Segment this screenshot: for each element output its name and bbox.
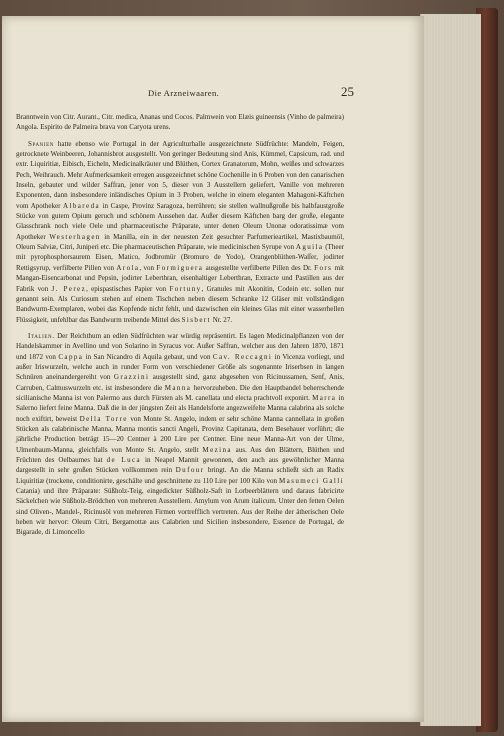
text-run: Nr. 27. (210, 315, 233, 324)
running-head (28, 84, 354, 100)
running-head-title: Die Arzneiwaaren. (148, 88, 220, 98)
section-heading: Spanien (28, 139, 54, 148)
text-run: Catania) und ihre Präparate: Süßholz-Teig, eingedickter Süßholz-Saft in Lorbeerblättern und daraus fabricirte Säckelchen wie Süßholz-Brödchen von mehreren Ausstellern. Amylum von Arum italicum. Unter den fetten Oelen sind Oliven-, Mandel-, Ricinusöl von mehreren Firmen vortrefflich vertreten. Aus der Reihe der ätherischen Oele heben wir hervor: Oleum Citri, Bergamottæ aus Calabrien und Sicilien insbesondere, Essence de Portugal, de Bigarade, di Limoncello (16, 487, 344, 537)
text-run: in San Nicandro di Aquila gebaut, und von (83, 352, 213, 361)
text-run: aus. Aus den Blättern, Blüthen und Früchten des Oelbaumes hat (16, 445, 344, 464)
emphasized-name: Cappa (58, 352, 84, 361)
emphasized-name: Manna (164, 383, 192, 392)
text-run: in Caspe, Provinz Saragoza, herrühren; sie stellen wallnußgroße bis halbfaustgroße Stücke von gutem Opium geruch und schönem Aussehen dar. Außer diesem Käftchen barg der große, elegante Glasschrank noch viele Oele und pharmaceutische Präparate, unter denen Oleum Unonæ odoratissimæ vom Apotheker (16, 201, 344, 241)
text-run: in Neapel Mannit gewonnen, den auch aus gewöhnlicher Manna dargestellt in sehr großen Stücken vollkommen rein (16, 456, 344, 475)
emphasized-name: Sisbert (181, 315, 211, 324)
text-run: Branntwein von Citr. Aurant., Citr. medica, Ananas und Cocos. Palmwein von Elæis guineensis (Vinho de palmeira) Angola. Espirito de Palmeira brava von Caryota urens. (16, 113, 344, 132)
text-run: , Granules mit Akonitin, Codein etc. sollen nur genannt sein. Als Curiosum stehen auf einem Tischchen neben diesem Schranke 12 Gläser mit vollständigen Bandwurm-Exemplaren, wobei das Kopfende nicht fehlt, und dazwischen ein kleines Glas mit einer wasserhellen Flüssigkeit, unfehlbar das Bandwurm treibende Mittel des (16, 284, 344, 324)
emphasized-name: Masumeci Galli (279, 476, 344, 485)
text-run: Der Reichthum an edlen Südfrüchten war würdig repräsentirt. Es lagen Medicinalpflanzen von der Handelskammer in Avellino und von Solarino in Syracus vor. Außer Saffran, welcher aus den Jahren 1870, 1871 und 1872 von (16, 331, 344, 361)
emphasized-name: Dufour (175, 466, 205, 475)
text-run: hervorzuheben. Die den Hauptbandel beherrschende sicilianische Manna ist von Palermo aus durch Fürsten als M. canellata und electa prachtvoll exponirt. (16, 383, 344, 402)
page-number: 25 (341, 84, 354, 99)
text-run: bringt. An die Manna schließt sich an Radix Liquiritiæ (trockene, conditionirte, geschälte und geschnittene zu 110 Lire per 100 Kilo von (16, 466, 344, 485)
paragraph (16, 139, 344, 325)
emphasized-name: Cav. Reccagni (212, 352, 273, 361)
emphasized-name: Grazzini (113, 373, 150, 382)
emphasized-name: Formiguera (156, 263, 204, 272)
text-run: in Vicenza vorliegt, und außer Iriswurzeln, welche auch in runder Form von verschiedener Größe als sogenannte Iriserbsen in langen Schnüren aneinandergereiht von (16, 352, 344, 382)
emphasized-name: Della Torre (79, 414, 128, 423)
text-run: von Monte St. Angelo, indem er sehr schöne Manna cannellata in großen Stücken als calabrinische Manna, Manna montis sancti Angeli, Provinz Capitanata, dem Besehauer vorführt; die jährliche Production beträgt 15—20 Centner à 200 Lire per Centner. Eine neue Manna-Art von der Ulme, Ulmenbaum-Manna, gleichfalls von Monte St. Angelo, stellt (16, 414, 344, 454)
text-run: (Theer mit pyrophosphorsaurem Eisen, Matico, Jodbromür (Bromuro de Yodo), Orangenblüthen-Waſſer, jodirter Rettigsyrup, verfilberte Pillen von (16, 243, 344, 272)
text-run: , epispastisches Papier von (86, 284, 170, 293)
emphasized-name: Fortuny (169, 284, 202, 293)
text-run: hatte ebenso wie Portugal in der Agriculturhalle ausgezeichnete Südfrüchte: Mandeln, Feigen, getrocknete Weinbeeren, Johannisbrot ausgestellt. Von geringer Bedeutung sind Anis, Kümmel, Capsicum, rad. und extr. Liquiritiæ, Eibisch, Eicheln, Medicinalkräuter und Blüthen, Cortex Granatorum, Mohn, weißes und schwarzes Pech, Weihrauch. Mehr Aufmerksamkeit erregen ausgezeichnet schöne Cochenille in 6 Proben von den canarischen Inseln, gebauter und wilder Saffran, jener von 5, dieser von 3 Ausstellern geliefert, Vanille von mehreren Exponenten, dann insbesondere inländisches Opium in 3 Proben, welche in einem eleganten Mahagoni-Käftchen vom Apotheker (16, 139, 344, 210)
emphasized-name: Aguila (295, 243, 324, 252)
page-edges (420, 14, 481, 726)
text-run: in Manilla, ein in der neuesten Zeit gesuchter Parfumerieartikel, Mastixbaumöl, Oleum Salviæ, Citri, Juniperi etc. Die pharmaceutischen Präparate, wie medicinischen Syrupe von (16, 232, 344, 252)
body-text (16, 112, 344, 538)
emphasized-name: Arola (116, 263, 140, 272)
paragraph (16, 331, 344, 538)
section-heading: Italien. (28, 331, 55, 340)
text-run: mit Mangan-Eisencarbonat und Pepsin, jodirter Leberthran, eisenhaltiger Leberthran, Extracte und Pastillen aus der Fabrik von (16, 263, 344, 293)
paragraph (16, 112, 344, 133)
emphasized-name: J. Perez (51, 284, 87, 293)
emphasized-name: Fors (314, 263, 333, 272)
emphasized-name: Mezina (202, 445, 232, 454)
emphasized-name: Albareda (63, 201, 101, 210)
text-run: ausgestellte verfilberte Pillen des Dr. (203, 263, 315, 272)
emphasized-name: Marra (312, 393, 337, 402)
emphasized-name: de Luca (106, 456, 142, 464)
text-run: ausgestellt sind, ganz abgesehen von Ricinussamen, Senf, Anis, Carruben, Calmuswurzeln etc. ist insbesondere die (16, 373, 344, 392)
emphasized-name: Westerhagen (49, 232, 101, 241)
book-page (2, 16, 424, 722)
text-run: , von (139, 263, 157, 272)
text-run: in Salerno liefert feine Manna. Daß die in der jüngsten Zeit als Handelsforte angezweifelte Manna calabrina als solche noch exiftirt, beweist (16, 393, 344, 423)
